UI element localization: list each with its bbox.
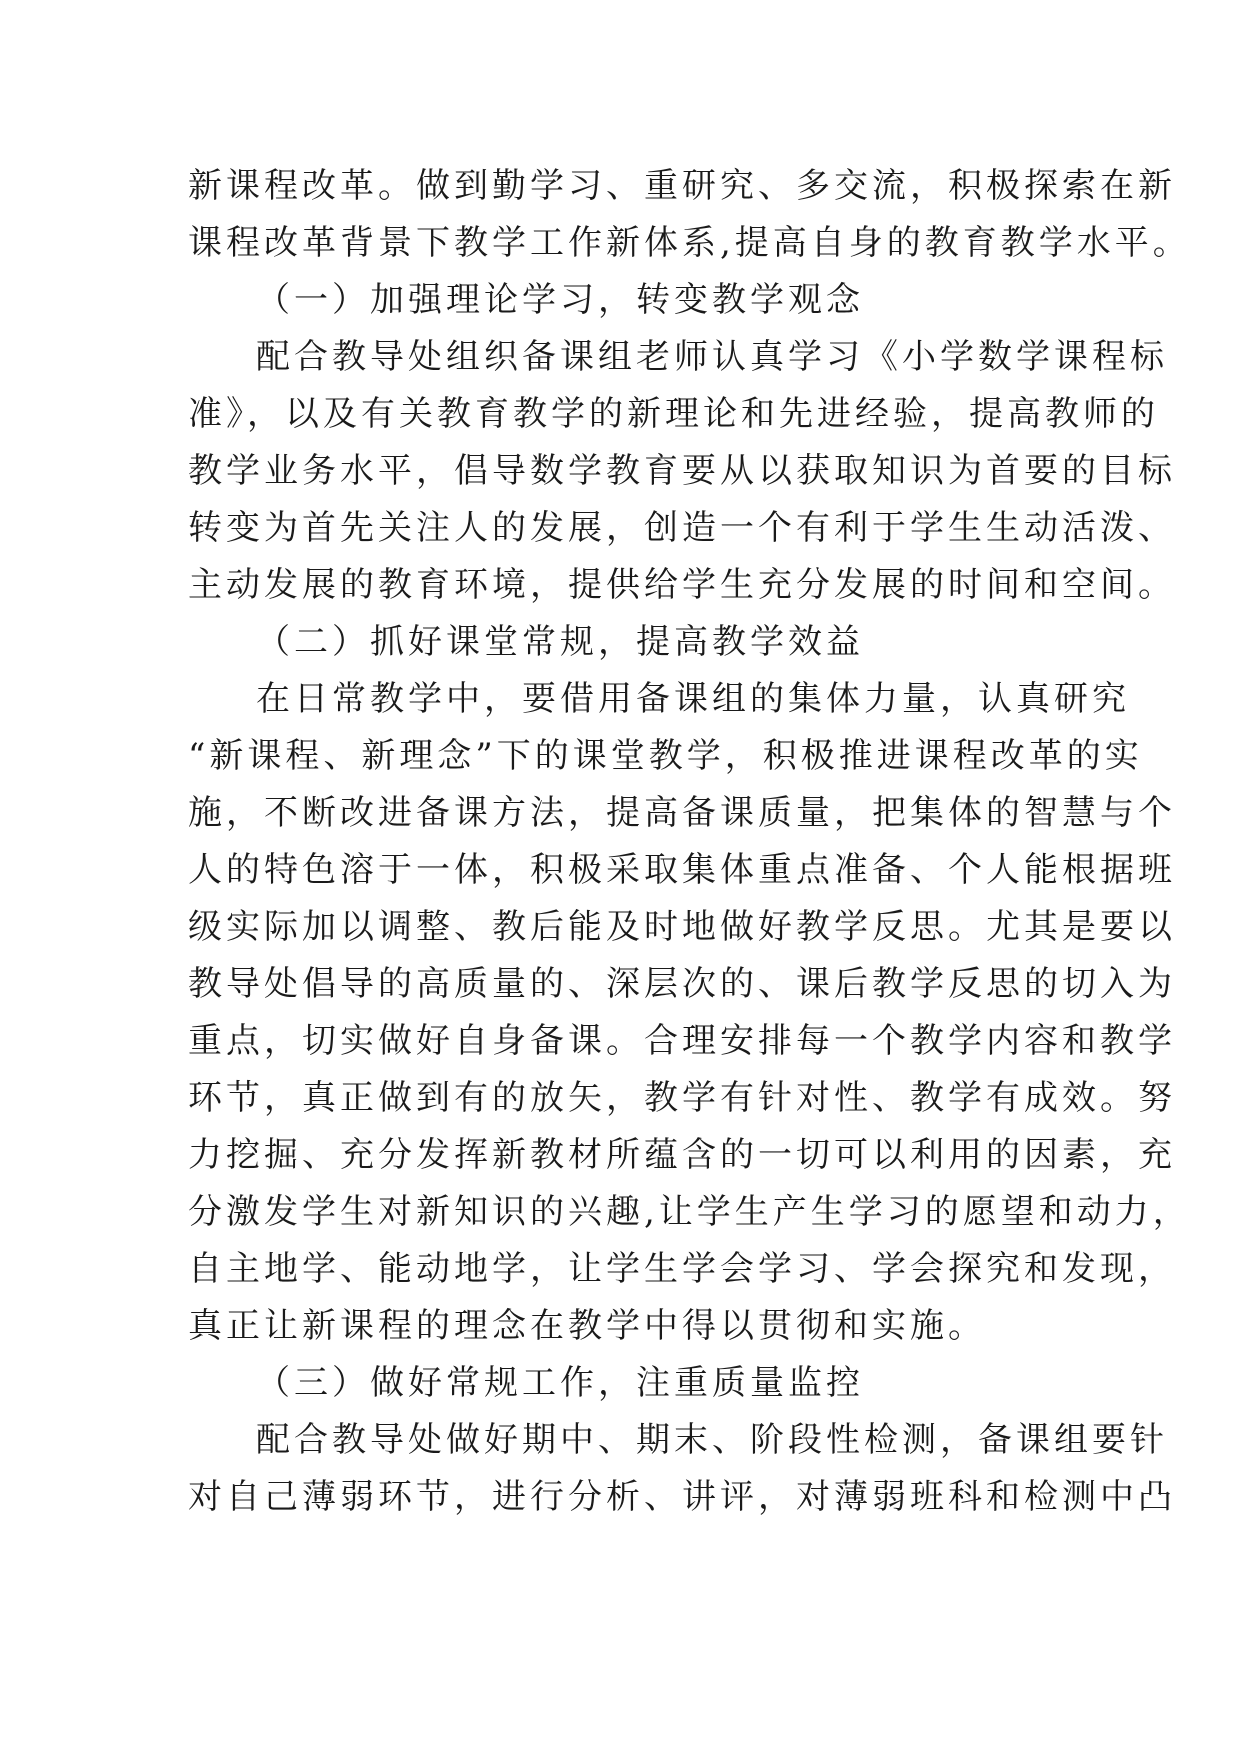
text-line: 分激发学生对新知识的兴趣,让学生产生学习的愿望和动力， [188,1192,1191,1232]
text-line: 级实际加以调整、教后能及时地做好教学反思。尤其是要以 [188,907,1176,947]
text-line: 准》，以及有关教育教学的新理论和先进经验，提高教师的 [188,394,1159,434]
paragraph-first-line: 配合教导处组织备课组老师认真学习《小学数学课程标 [256,337,1168,377]
text-line: “新课程、新理念”下的课堂教学，积极推进课程改革的实 [188,736,1143,776]
paragraph-first-line: 配合教导处做好期中、期末、阶段性检测，备课组要针 [256,1420,1168,1460]
text-line: 教学业务水平，倡导数学教育要从以获取知识为首要的目标 [188,451,1176,491]
section-heading-2: （二）抓好课堂常规，提高教学效益 [256,622,864,662]
text-line: 人的特色溶于一体，积极采取集体重点准备、个人能根据班 [188,850,1176,890]
text-line: 主动发展的教育环境，提供给学生充分发展的时间和空间。 [188,565,1176,605]
text-line: 自主地学、能动地学，让学生学会学习、学会探究和发现， [188,1249,1176,1289]
text-line: 教导处倡导的高质量的、深层次的、课后教学反思的切入为 [188,964,1176,1004]
text-line: 施，不断改进备课方法，提高备课质量，把集体的智慧与个 [188,793,1176,833]
section-heading-1: （一）加强理论学习，转变教学观念 [256,280,864,320]
document-page [188,158,1191,1526]
text-line: 转变为首先关注人的发展，创造一个有利于学生生动活泼、 [188,508,1176,548]
text-line: 环节，真正做到有的放矢，教学有针对性、教学有成效。努 [188,1078,1176,1118]
text-line: 课程改革背景下教学工作新体系,提高自身的教育教学水平。 [188,223,1191,263]
text-line: 力挖掘、充分发挥新教材所蕴含的一切可以利用的因素，充 [188,1135,1176,1175]
text-line: 对自己薄弱环节，进行分析、讲评，对薄弱班科和检测中凸 [188,1477,1176,1517]
text-line: 重点，切实做好自身备课。合理安排每一个教学内容和教学 [188,1021,1176,1061]
text-line: 真正让新课程的理念在教学中得以贯彻和实施。 [188,1306,986,1346]
text-line: 新课程改革。做到勤学习、重研究、多交流，积极探索在新 [188,166,1176,206]
paragraph-first-line: 在日常教学中，要借用备课组的集体力量，认真研究 [256,679,1130,719]
section-heading-3: （三）做好常规工作，注重质量监控 [256,1363,864,1403]
